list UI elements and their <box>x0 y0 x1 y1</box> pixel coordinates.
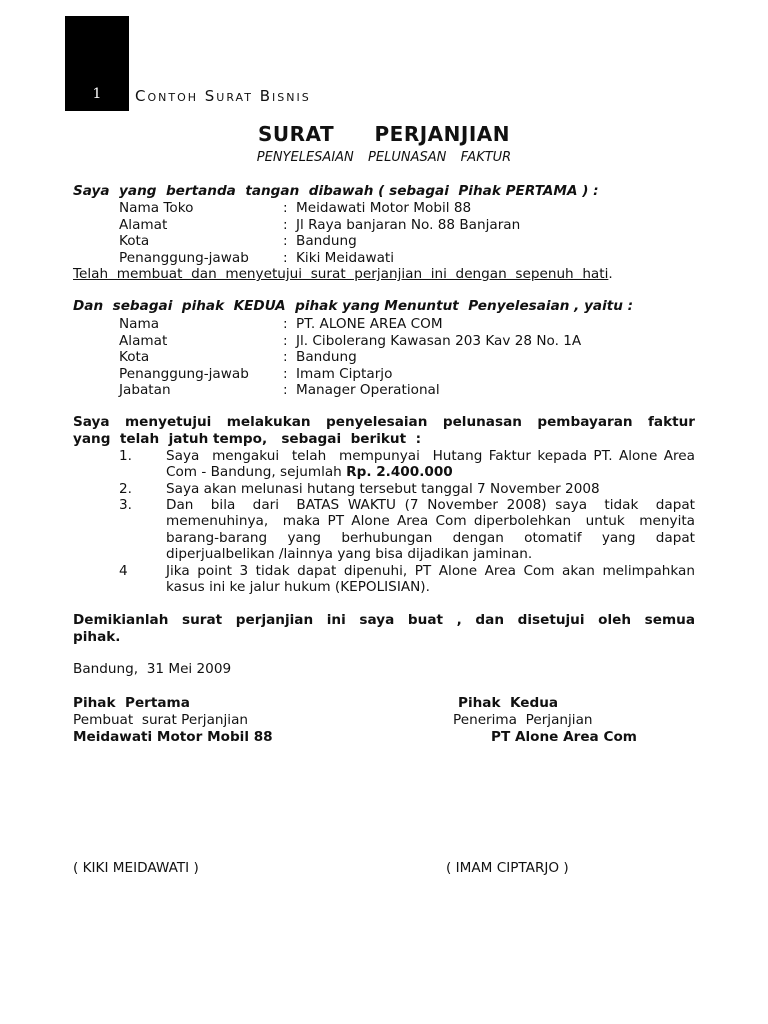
item-line: memenuhinya, maka PT Alone Area Com diperbolehkan untuk menyita <box>166 513 695 530</box>
closing-line-2: pihak. <box>73 629 121 645</box>
colon-separator: : <box>283 382 288 399</box>
signature-right-org: PT Alone Area Com <box>491 729 637 745</box>
signature-right-role: Pihak Kedua <box>458 695 559 711</box>
place-date: Bandung, 31 Mei 2009 <box>73 661 232 677</box>
party2-field-label: Alamat <box>119 332 168 349</box>
party1-field-label: Kota <box>119 233 150 250</box>
signature-left-desc: Pembuat surat Perjanjian <box>73 712 249 728</box>
party1-statement-period: . <box>608 266 613 282</box>
item-number: 2. <box>119 481 132 497</box>
party1-field-value: Bandung <box>296 233 357 250</box>
colon-separator: : <box>283 249 288 266</box>
item-number: 3. <box>119 497 132 513</box>
agreement-line-1: Saya menyetujui melakukan penyelesaian pelunasan pembayaran faktur <box>73 414 695 430</box>
signature-left-org: Meidawati Motor Mobil 88 <box>73 729 273 745</box>
document-subtitle: PENYELESAIAN PELUNASAN FAKTUR <box>256 150 512 165</box>
party2-field-value: PT. ALONE AREA COM <box>296 316 443 332</box>
item-number: 1. <box>119 448 132 464</box>
closing-line-1: Demikianlah surat perjanjian ini saya buat , dan disetujui oleh semua <box>73 612 695 628</box>
signature-right-name: ( IMAM CIPTARJO ) <box>446 860 569 876</box>
party2-field-label: Penanggung-jawab <box>119 365 249 382</box>
item-line: kasus ini ke jalur hukum (KEPOLISIAN). <box>166 579 430 596</box>
party2-field-value: Imam Ciptarjo <box>296 365 393 382</box>
party1-field-value: Jl Raya banjaran No. 88 Banjaran <box>296 216 521 233</box>
signature-right-desc: Penerima Perjanjian <box>453 712 593 728</box>
party1-field-label: Nama Toko <box>119 200 194 216</box>
item-text <box>166 448 695 481</box>
item-text <box>166 481 695 497</box>
item-line: barang-barang yang berhubungan dengan otomatif yang dapat <box>166 529 695 546</box>
page-number: 1 <box>92 86 102 102</box>
party2-field-label: Nama <box>119 316 160 332</box>
party2-field-value: Bandung <box>296 349 357 366</box>
party1-field-label: Alamat <box>119 216 168 233</box>
agreement-line-2: yang telah jatuh tempo, sebagai berikut : <box>73 431 422 447</box>
party1-field-value: Meidawati Motor Mobil 88 <box>296 200 472 216</box>
signature-left-name: ( KIKI MEIDAWATI ) <box>73 860 199 876</box>
party2-field-label: Kota <box>119 349 150 366</box>
party1-statement <box>73 266 613 282</box>
page-number-box <box>65 16 129 111</box>
party2-field-label: Jabatan <box>119 382 171 399</box>
item-line: Jika point 3 tidak dapat dipenuhi, PT Alone Area Com akan melimpahkan <box>166 563 695 579</box>
item-line: Dan bila dari BATAS WAKTU (7 November 2008) saya tidak dapat <box>166 497 695 513</box>
colon-separator: : <box>283 316 288 332</box>
item-line: diperjualbelikan /lainnya yang bisa dijadikan jaminan. <box>166 546 533 563</box>
party1-field-value: Kiki Meidawati <box>296 249 395 266</box>
party2-intro: Dan sebagai pihak KEDUA pihak yang Menuntut Penyelesaian , yaitu : <box>73 298 634 314</box>
running-header-title: Contoh Surat Bisnis <box>135 87 311 105</box>
item-text <box>166 497 695 563</box>
colon-separator: : <box>283 200 288 216</box>
item-number: 4 <box>119 563 128 579</box>
party1-statement-text: Telah membuat dan menyetujui surat perjanjian ini dengan sepenuh hati <box>73 266 609 282</box>
party1-intro: Saya yang bertanda tangan dibawah ( sebagai Pihak PERTAMA ) : <box>73 183 599 199</box>
colon-separator: : <box>283 349 288 366</box>
debt-amount: Rp. 2.400.000 <box>346 464 453 481</box>
party2-field-value: Manager Operational <box>296 382 440 399</box>
item-text <box>166 563 695 596</box>
colon-separator: : <box>283 216 288 233</box>
party2-field-value: Jl. Cibolerang Kawasan 203 Kav 28 No. 1A <box>296 332 582 349</box>
item-line: Com - Bandung, sejumlah Rp. 2.400.000 <box>166 464 453 481</box>
item-line: Saya mengakui telah mempunyai Hutang Faktur kepada PT. Alone Area <box>166 448 695 464</box>
signature-left-role: Pihak Pertama <box>73 695 190 711</box>
colon-separator: : <box>283 365 288 382</box>
item-line: Saya akan melunasi hutang tersebut tanggal 7 November 2008 <box>166 481 600 497</box>
colon-separator: : <box>283 233 288 250</box>
party1-field-label: Penanggung-jawab <box>119 249 249 266</box>
document-title: SURAT PERJANJIAN <box>258 122 510 146</box>
colon-separator: : <box>283 332 288 349</box>
